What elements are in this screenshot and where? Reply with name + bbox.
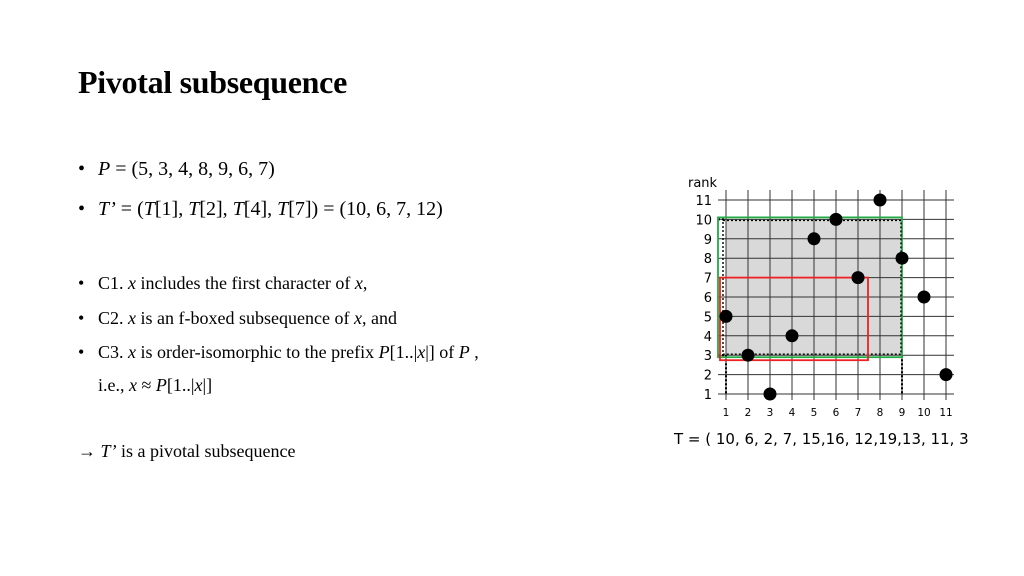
condition-c2 xyxy=(78,308,397,329)
t-index: [4], xyxy=(243,198,278,220)
slide-title: Pivotal subsequence xyxy=(78,64,347,100)
conclusion-text: is a pivotal subsequence xyxy=(116,441,296,461)
y-tick-label: 5 xyxy=(703,310,712,326)
y-tick-label: 1 xyxy=(703,388,712,403)
ie-label: i.e., xyxy=(98,375,129,395)
approx-symbol: ≈ xyxy=(137,375,156,395)
x-tick-label: 8 xyxy=(876,407,884,419)
rank-plot xyxy=(672,170,972,460)
y-tick-label: 11 xyxy=(695,194,712,209)
condition-c3 xyxy=(78,342,479,363)
var-x: x xyxy=(353,308,362,328)
bullet-dot: • xyxy=(78,308,85,328)
var-t: T xyxy=(188,198,200,220)
c2-label: C2. xyxy=(98,308,129,328)
c1-text: includes the first character of xyxy=(136,273,355,293)
p-definition: = (5, 3, 4, 8, 9, 6, 7) xyxy=(110,158,275,180)
x-tick-label: 9 xyxy=(898,407,906,419)
t-index: [2], xyxy=(199,198,233,220)
c3-prefix: [1..| xyxy=(389,342,418,362)
y-tick-label: 8 xyxy=(703,252,712,268)
ie-end: |] xyxy=(202,375,213,395)
bullet-dot: • xyxy=(78,198,86,220)
c2-text: is an f-boxed subsequence of xyxy=(136,308,354,328)
y-tick-label: 3 xyxy=(703,349,712,365)
var-x: x xyxy=(128,308,137,328)
data-point xyxy=(720,310,733,323)
y-tick-label: 9 xyxy=(703,232,712,248)
rank-diagram xyxy=(672,170,972,460)
data-point xyxy=(742,349,755,362)
data-point xyxy=(874,194,887,207)
bullet-t-prime xyxy=(78,198,443,221)
var-t: T xyxy=(277,198,289,220)
c2-end: , and xyxy=(361,308,397,328)
conclusion xyxy=(78,441,295,462)
y-tick-label: 7 xyxy=(703,271,712,287)
bullet-dot: • xyxy=(78,273,85,293)
var-x: x xyxy=(417,342,426,362)
var-x: x xyxy=(128,342,137,362)
var-t-prime: T’ xyxy=(98,198,116,220)
x-tick-label: 5 xyxy=(810,407,818,419)
y-tick-label: 6 xyxy=(703,291,712,306)
x-tick-label: 11 xyxy=(939,407,953,419)
c3-text: is order-isomorphic to the prefix xyxy=(136,342,379,362)
c3-label: C3. xyxy=(98,342,129,362)
data-point xyxy=(852,271,865,284)
data-point xyxy=(808,232,821,245)
bullet-dot: • xyxy=(78,158,86,180)
y-tick-label: 10 xyxy=(695,213,712,229)
data-point xyxy=(896,252,909,265)
c3-end: , xyxy=(469,342,479,362)
y-tick-label: 4 xyxy=(703,329,712,345)
c3-mid: |] of xyxy=(425,342,459,362)
t-index: [1], xyxy=(154,198,189,220)
bullet-dot: • xyxy=(78,342,85,362)
arrow-icon: → xyxy=(78,441,96,461)
t-eq: = ( xyxy=(115,198,144,220)
c1-end: , xyxy=(362,273,368,293)
var-x: x xyxy=(354,273,363,293)
c1-label: C1. xyxy=(98,273,129,293)
data-point xyxy=(786,329,799,342)
var-x: x xyxy=(128,273,137,293)
bullet-p xyxy=(78,158,275,181)
x-tick-label: 10 xyxy=(917,407,931,419)
var-p: P xyxy=(98,158,111,180)
ie-prefix: [1..| xyxy=(166,375,195,395)
var-x: x xyxy=(129,375,137,395)
rank-axis-label: rank xyxy=(688,176,718,191)
data-point xyxy=(764,388,777,401)
data-point xyxy=(918,291,931,304)
x-tick-label: 2 xyxy=(744,407,752,419)
data-point xyxy=(940,368,953,381)
x-tick-label: 3 xyxy=(766,407,774,419)
condition-ie xyxy=(98,375,212,396)
x-tick-label: 4 xyxy=(788,407,796,419)
data-point xyxy=(830,213,843,226)
t-index: [7]) = (10, 6, 7, 12) xyxy=(288,198,443,220)
x-tick-label: 1 xyxy=(722,407,730,419)
sequence-label: T = ( 10, 6, 2, 7, 15,16, 12,19,13, 11, 3 ) xyxy=(674,430,972,448)
x-tick-label: 6 xyxy=(832,407,840,419)
condition-c1 xyxy=(78,273,367,294)
x-tick-label: 7 xyxy=(854,407,862,419)
var-p: P xyxy=(155,375,167,395)
y-tick-label: 2 xyxy=(703,368,712,384)
var-p: P xyxy=(458,342,470,362)
var-x: x xyxy=(194,375,203,395)
var-t: T xyxy=(232,198,244,220)
var-t-prime: T’ xyxy=(100,441,117,461)
var-p: P xyxy=(378,342,390,362)
var-t: T xyxy=(143,198,155,220)
